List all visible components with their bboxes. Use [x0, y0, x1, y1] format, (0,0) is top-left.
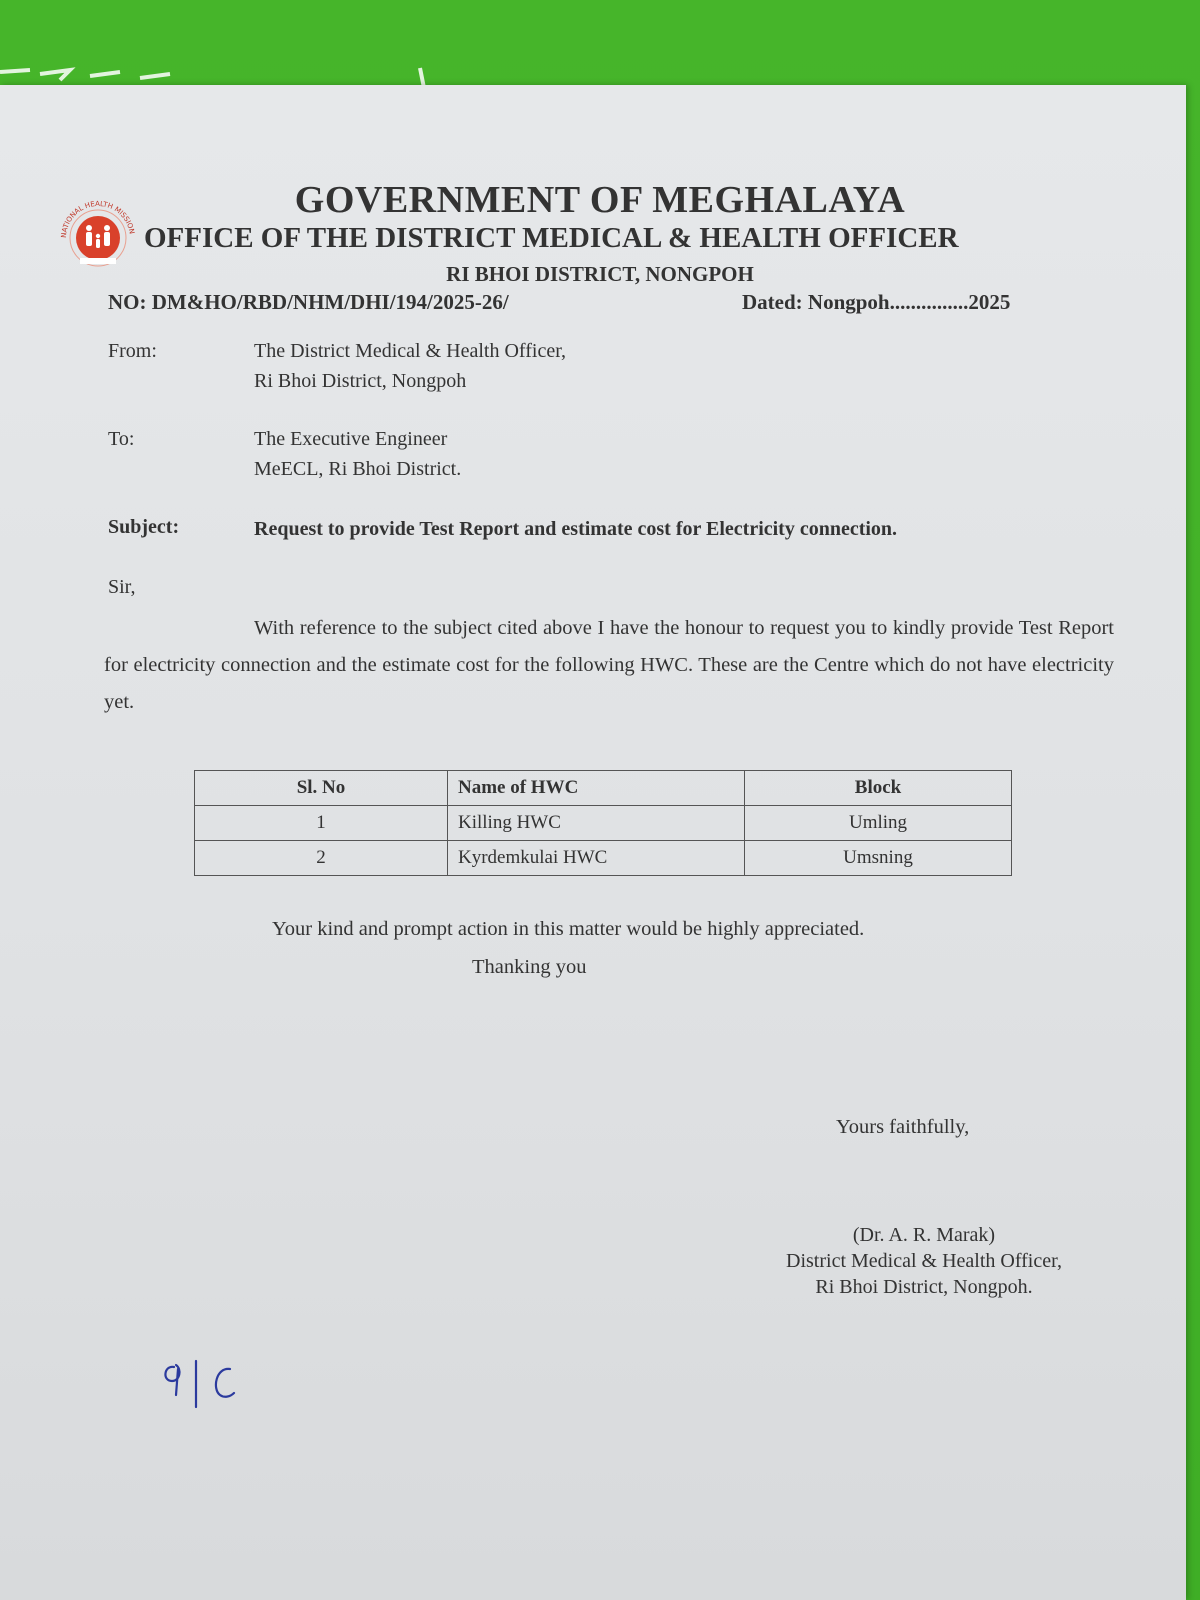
body-paragraph-text: With reference to the subject cited above I have the honour to request you to kindly provide Test Report for electricity connection and the estimate cost for the following HWC. These are the Centre which do not have electricity yet.: [104, 617, 1114, 713]
handwritten-annotation: [160, 1355, 250, 1410]
salutation: Sir,: [108, 576, 136, 598]
closing-thanks: Thanking you: [472, 956, 587, 978]
from-label: From:: [108, 340, 157, 362]
office-title: OFFICE OF THE DISTRICT MEDICAL & HEALTH OFFICER: [144, 222, 959, 254]
hwc-table: [194, 770, 1012, 876]
from-line-1: The District Medical & Health Officer,: [254, 340, 567, 362]
subject-text: Request to provide Test Report and estimate cost for Electricity connection.: [254, 518, 898, 540]
row-2-hwc-name: Kyrdemkulai HWC: [448, 841, 745, 876]
closing-yours: Yours faithfully,: [836, 1116, 970, 1138]
body-paragraph: [104, 610, 1114, 721]
from-line-2: Ri Bhoi District, Nongpoh: [254, 370, 467, 392]
signature-name: (Dr. A. R. Marak): [852, 1224, 996, 1246]
row-1-sl-no: 1: [195, 806, 448, 841]
signature-title: District Medical & Health Officer,: [786, 1250, 1062, 1272]
table-header-row: [195, 771, 1012, 806]
row-2-block: Umsning: [745, 841, 1012, 876]
district-title: RI BHOI DISTRICT, NONGPOH: [446, 262, 754, 286]
closing-request: Your kind and prompt action in this matter would be highly appreciated.: [272, 918, 865, 940]
header-sl-no: Sl. No: [195, 771, 448, 806]
row-2-sl-no: 2: [195, 841, 448, 876]
signature-place: Ri Bhoi District, Nongpoh.: [815, 1276, 1033, 1298]
signature-block: [764, 1222, 1084, 1300]
subject-label: Subject:: [108, 516, 180, 538]
header-name-of-hwc: Name of HWC: [448, 771, 745, 806]
government-title: GOVERNMENT OF MEGHALAYA: [294, 179, 906, 221]
logo-arc-text: NATIONAL HEALTH MISSION: [59, 199, 136, 239]
reference-date: Dated: Nongpoh...............2025: [742, 290, 1011, 314]
table-row: [195, 841, 1012, 876]
reference-number: NO: DM&HO/RBD/NHM/DHI/194/2025-26/: [108, 290, 509, 314]
to-label: To:: [108, 428, 135, 450]
row-1-hwc-name: Killing HWC: [448, 806, 745, 841]
row-1-block: Umling: [745, 806, 1012, 841]
to-line-2: MeECL, Ri Bhoi District.: [254, 458, 462, 480]
header-block: Block: [745, 771, 1012, 806]
table-row: [195, 806, 1012, 841]
to-line-1: The Executive Engineer: [254, 428, 448, 450]
